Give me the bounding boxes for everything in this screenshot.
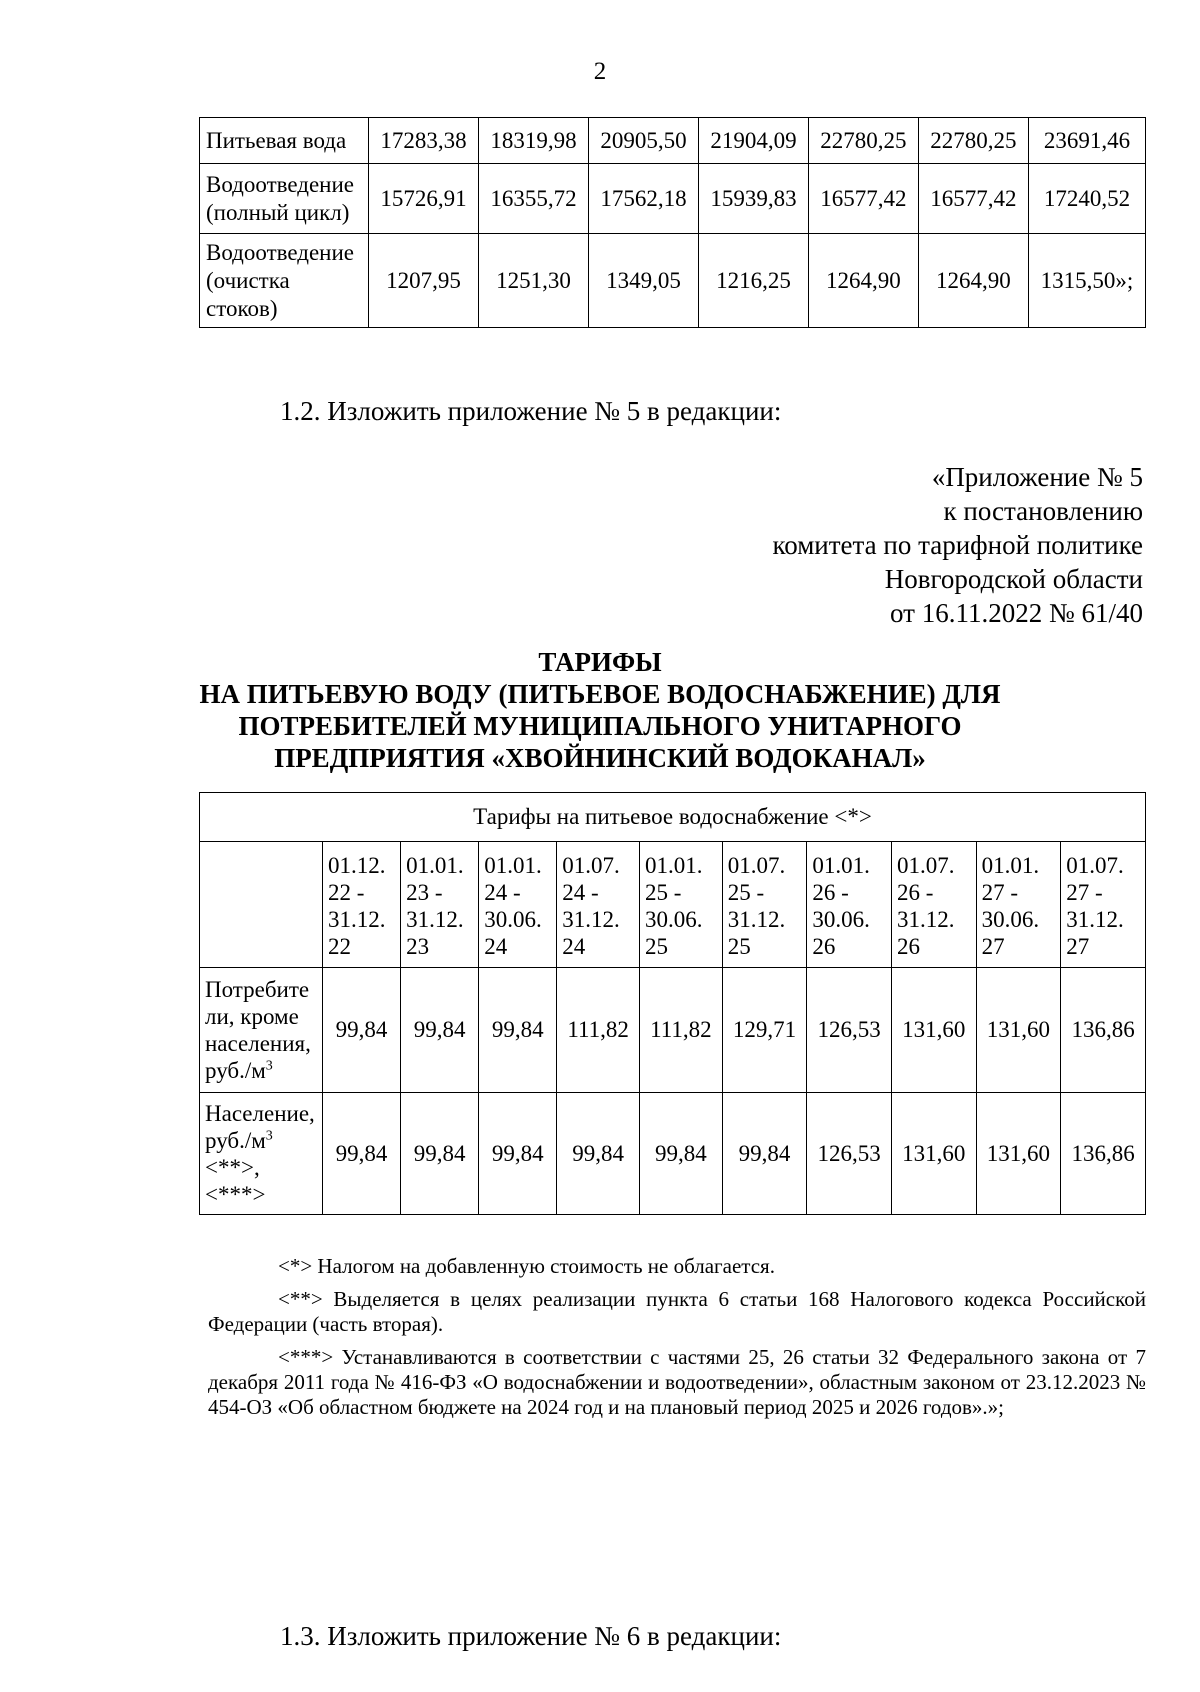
- period-line: 01.01.: [812, 853, 870, 878]
- label-line: [205, 1030, 317, 1057]
- row-label: Водоотведение (очистка стоков): [200, 234, 369, 328]
- table-cell: 1264,90: [808, 234, 918, 328]
- tariff-row: [200, 968, 1146, 1093]
- table-cell: 17562,18: [588, 164, 698, 234]
- tariff-value: 99,84: [639, 1093, 722, 1215]
- tariff-value: 126,53: [807, 968, 892, 1093]
- tariff-value: 99,84: [479, 968, 557, 1093]
- period-line: 24 -: [484, 880, 521, 905]
- tariff-value: 126,53: [807, 1093, 892, 1215]
- period-header-cell: [891, 842, 976, 968]
- period-line: 01.01.: [484, 853, 542, 878]
- tariff-value: 131,60: [891, 968, 976, 1093]
- period-line: 25 -: [727, 880, 765, 905]
- period-header-cell: [976, 842, 1061, 968]
- appendix-header: [772, 460, 1143, 630]
- period-line: 27: [981, 934, 1005, 959]
- table-cell: 15939,83: [698, 164, 808, 234]
- paragraph-1-2: 1.2. Изложить приложение № 5 в редакции:: [280, 396, 782, 426]
- tariff-value: 99,84: [401, 968, 479, 1093]
- footnote-text: <*> Налогом на добавленную стоимость не облагается.: [278, 1254, 775, 1278]
- table-cell: 1315,50»;: [1028, 234, 1145, 328]
- period-line: 25: [727, 934, 751, 959]
- period-line: 26: [896, 934, 920, 959]
- page-number: 2: [593, 58, 607, 85]
- label-line: [205, 1127, 317, 1154]
- period-line: 31.12.: [1066, 907, 1124, 932]
- table-caption: Тарифы на питьевое водоснабжение <*>: [200, 793, 1146, 842]
- period-line: 24 -: [562, 880, 599, 905]
- row-label: Питьевая вода: [200, 118, 369, 164]
- appendix-line: Новгородской области: [884, 564, 1143, 594]
- table-cell: 21904,09: [698, 118, 808, 164]
- period-line: 27: [1066, 934, 1090, 959]
- tariff-value: 99,84: [722, 1093, 807, 1215]
- table-cell: 16577,42: [808, 164, 918, 234]
- title-line: ТАРИФЫ: [538, 647, 662, 677]
- period-line: 26 -: [896, 880, 934, 905]
- period-line: 23: [406, 934, 430, 959]
- paragraph-1-3: 1.3. Изложить приложение № 6 в редакции:: [280, 1621, 782, 1651]
- label-text: ли, кроме: [205, 1004, 299, 1029]
- consumer-label: [200, 1093, 323, 1215]
- period-line: 31.12.: [727, 907, 786, 932]
- label-text: руб./м: [205, 1127, 266, 1153]
- footnote-3: [208, 1345, 1146, 1420]
- period-line: 01.07.: [896, 853, 955, 878]
- period-line: 25 -: [644, 880, 682, 905]
- row-label: Водоотведение (полный цикл): [200, 164, 369, 234]
- table-cell: 22780,25: [808, 118, 918, 164]
- consumer-label: [200, 968, 323, 1093]
- period-line: 30.06.: [812, 907, 870, 932]
- period-line: 01.07.: [727, 853, 786, 878]
- table-cell: 22780,25: [918, 118, 1028, 164]
- label-line: <***>: [205, 1181, 266, 1207]
- title-line: ПОТРЕБИТЕЛЕЙ МУНИЦИПАЛЬНОГО УНИТАРНОГО: [238, 711, 962, 741]
- period-line: 31.12.: [328, 907, 386, 932]
- period-line: 27 -: [1066, 880, 1103, 905]
- period-header-cell: [557, 842, 640, 968]
- period-line: 26: [812, 934, 836, 959]
- table-cell: 17283,38: [369, 118, 479, 164]
- tariff-row: [200, 1093, 1146, 1215]
- label-line: [205, 976, 317, 1003]
- footnote-text: <***> Устанавливаются в соответствии с частями 25, 26 статьи 32 Федерального закона от 7 декабря 2011 года № 416-ФЗ «О водоснабжении и водоотведении», областным законом от 23.12.2023 № 454-ОЗ «Об областном бюджете на 2024 год и на плановый период 2025 и 2026 годов».»;: [208, 1345, 1146, 1419]
- label-text: населения,: [205, 1031, 311, 1056]
- period-line: 31.12.: [562, 907, 620, 932]
- table-cell: 1349,05: [588, 234, 698, 328]
- period-line: 31.12.: [896, 907, 955, 932]
- table-row: [200, 118, 1146, 164]
- water-tariff-table: [199, 792, 1146, 1215]
- label-text: Население,: [205, 1100, 315, 1126]
- table-cell: 23691,46: [1028, 118, 1145, 164]
- appendix-line: к постановлению: [943, 496, 1143, 526]
- table-cell: 20905,50: [588, 118, 698, 164]
- period-line: 30.06.: [484, 907, 542, 932]
- appendix-line: от 16.11.2022 № 61/40: [890, 598, 1143, 628]
- tariff-value: 136,86: [1061, 1093, 1146, 1215]
- table-cell: 17240,52: [1028, 164, 1145, 234]
- tariff-value: 131,60: [976, 1093, 1061, 1215]
- tariff-value: 131,60: [891, 1093, 976, 1215]
- unit-superscript: 3: [265, 1127, 273, 1143]
- tariff-value: 99,84: [323, 1093, 401, 1215]
- period-header-cell: [1061, 842, 1146, 968]
- tariff-value: 131,60: [976, 968, 1061, 1093]
- period-line: 24: [484, 934, 508, 959]
- period-line: 22 -: [328, 880, 365, 905]
- period-header-cell: [639, 842, 722, 968]
- appendix-line: «Приложение № 5: [931, 462, 1143, 492]
- period-line: 24: [562, 934, 586, 959]
- label-text: руб./м: [205, 1058, 266, 1083]
- period-header-cell: [479, 842, 557, 968]
- table-cell: 1251,30: [478, 234, 588, 328]
- footnote-2: [208, 1287, 1146, 1337]
- tariff-value: 99,84: [557, 1093, 640, 1215]
- tariff-value: 99,84: [401, 1093, 479, 1215]
- tariff-value: 99,84: [479, 1093, 557, 1215]
- tariff-value: 136,86: [1061, 968, 1146, 1093]
- period-line: 01.01.: [644, 853, 703, 878]
- tariff-value: 99,84: [323, 968, 401, 1093]
- period-line: 01.12.: [328, 853, 386, 878]
- period-line: 22: [328, 934, 351, 959]
- tariff-value: 111,82: [557, 968, 640, 1093]
- table-row: [200, 234, 1146, 328]
- period-header-cell: [807, 842, 892, 968]
- label-line: [205, 1100, 317, 1127]
- period-header-cell: [401, 842, 479, 968]
- label-line: [205, 1003, 317, 1030]
- table-cell: 15726,91: [369, 164, 479, 234]
- period-line: 25: [644, 934, 668, 959]
- period-header-row: [200, 842, 1146, 968]
- period-line: 01.07.: [562, 853, 620, 878]
- period-header-cell: [722, 842, 807, 968]
- period-line: 01.07.: [1066, 853, 1124, 878]
- footnote-text: <**> Выделяется в целях реализации пункта 6 статьи 168 Налогового кодекса Российской Федерации (часть вторая).: [208, 1287, 1146, 1336]
- period-header-cell: [323, 842, 401, 968]
- title-line: НА ПИТЬЕВУЮ ВОДУ (ПИТЬЕВОЕ ВОДОСНАБЖЕНИЕ) ДЛЯ: [199, 679, 1001, 709]
- tariff-summary-table: [199, 117, 1146, 328]
- table-cell: 1216,25: [698, 234, 808, 328]
- period-line: 30.06.: [644, 907, 703, 932]
- unit-superscript: 3: [265, 1058, 273, 1074]
- table-cell: 16577,42: [918, 164, 1028, 234]
- period-line: 31.12.: [406, 907, 464, 932]
- empty-corner-cell: [200, 842, 323, 968]
- label-line: <**>,: [205, 1154, 260, 1180]
- document-title: [0, 646, 1200, 774]
- table-cell: 18319,98: [478, 118, 588, 164]
- appendix-line: комитета по тарифной политике: [772, 530, 1143, 560]
- title-line: ПРЕДПРИЯТИЯ «ХВОЙНИНСКИЙ ВОДОКАНАЛ»: [274, 743, 926, 773]
- label-line: [205, 1057, 317, 1084]
- period-line: 26 -: [812, 880, 849, 905]
- footnote-1: [208, 1254, 1146, 1279]
- tariff-value: 111,82: [639, 968, 722, 1093]
- period-line: 27 -: [981, 880, 1019, 905]
- table-cell: 16355,72: [478, 164, 588, 234]
- tariff-value: 129,71: [722, 968, 807, 1093]
- table-row: [200, 164, 1146, 234]
- period-line: 23 -: [406, 880, 443, 905]
- period-line: 01.01.: [981, 853, 1040, 878]
- label-text: Потребите: [205, 977, 310, 1002]
- period-line: 01.01.: [406, 853, 464, 878]
- period-line: 30.06.: [981, 907, 1040, 932]
- table-cell: 1207,95: [369, 234, 479, 328]
- table-cell: 1264,90: [918, 234, 1028, 328]
